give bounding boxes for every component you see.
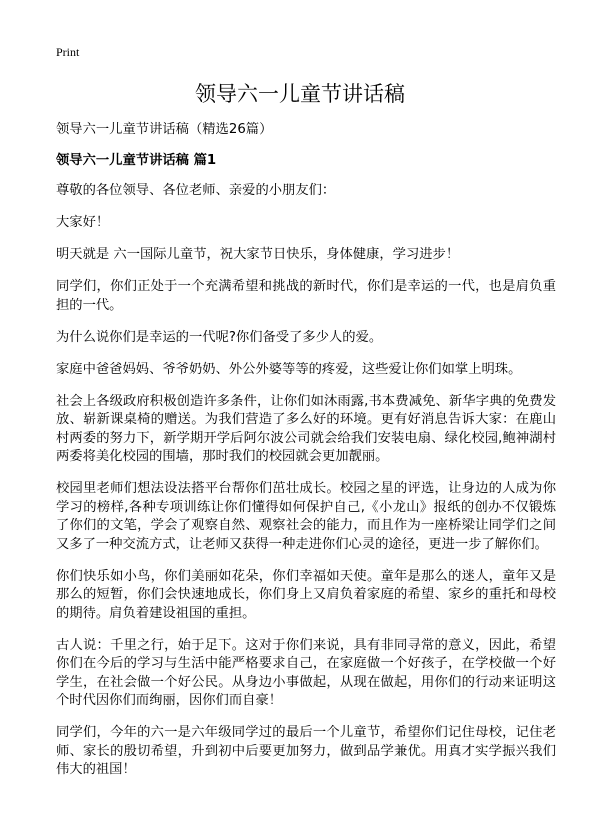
paragraph: 同学们，今年的六一是六年级同学过的最后一个儿童节，希望你们记住母校，记住老师、家长的殷切希望，升到初中后要更加努力，做到品学兼优。用真才实学振兴我们伟大的祖国！	[56, 725, 556, 777]
paragraph: 大家好！	[56, 215, 110, 230]
paragraph: 为什么说你们是幸运的一代呢?你们备受了多少人的爱。	[56, 329, 383, 345]
paragraph: 家庭中爸爸妈妈、爷爷奶奶、外公外婆等等的疼爱，这些爱让你们如掌上明珠。	[56, 361, 522, 377]
section-heading: 领导六一儿童节讲话稿 篇1	[56, 152, 217, 168]
document-body	[56, 121, 556, 793]
print-link[interactable]: Print	[56, 45, 80, 59]
paragraph: 同学们，你们正处于一个充满希望和挑战的新时代，你们是幸运的一代，也是肩负重担的一代。	[56, 279, 556, 313]
paragraph: 尊敬的各位领导、各位老师、亲爱的小朋友们：	[56, 183, 336, 198]
document-subtitle: 领导六一儿童节讲话稿（精选26篇）	[56, 122, 273, 137]
paragraph: 你们快乐如小鸟，你们美丽如花朵，你们幸福如天使。童年是那么的迷人，童年又是那么的短暂，你们会快速地成长，你们身上又肩负着家庭的希望、家乡的重托和母校的期待。肩负着建设祖国的重担。	[56, 568, 556, 621]
paragraph: 明天就是 六一国际儿童节，祝大家节日快乐，身体健康，学习进步！	[56, 247, 460, 262]
paragraph: 古人说：千里之行，始于足下。这对于你们来说，具有非同寻常的意义，因此，希望你们在今后的学习与生活中能严格要求自己，在家庭做一个好孩子，在学校做一个好学生，在社会做一个好公民。从身边小事做起，从现在做起，用你们的行动来证明这个时代因你们而绚丽，因你们而自豪！	[56, 637, 556, 708]
paragraph: 社会上各级政府积极创造许多条件，让你们如沐雨露,书本费减免、新华字典的免费发放、崭新课桌椅的赠送。为我们营造了多么好的环境。更有好消息告诉大家：在鹿山村两委的努力下，新学期开学后阿尔波公司就会给我们安装电扇、绿化校园,鲍神湖村两委将美化校园的围墙，那时我们的校园就会更加靓丽。	[56, 393, 556, 464]
document-title: 领导六一儿童节讲话稿	[195, 82, 405, 106]
paragraph: 校园里老师们想法设法搭平台帮你们茁壮成长。校园之星的评选，让身边的人成为你学习的榜样,各种专项训练让你们懂得如何保护自己,《小龙山》报纸的创办不仅锻炼了你们的文笔，学会了观察自然、观察社会的能力，而且作为一座桥梁让同学们之间又多了一种交流方式，让老师又获得一种走进你们心灵的途径，更进一步了解你们。	[56, 481, 556, 552]
